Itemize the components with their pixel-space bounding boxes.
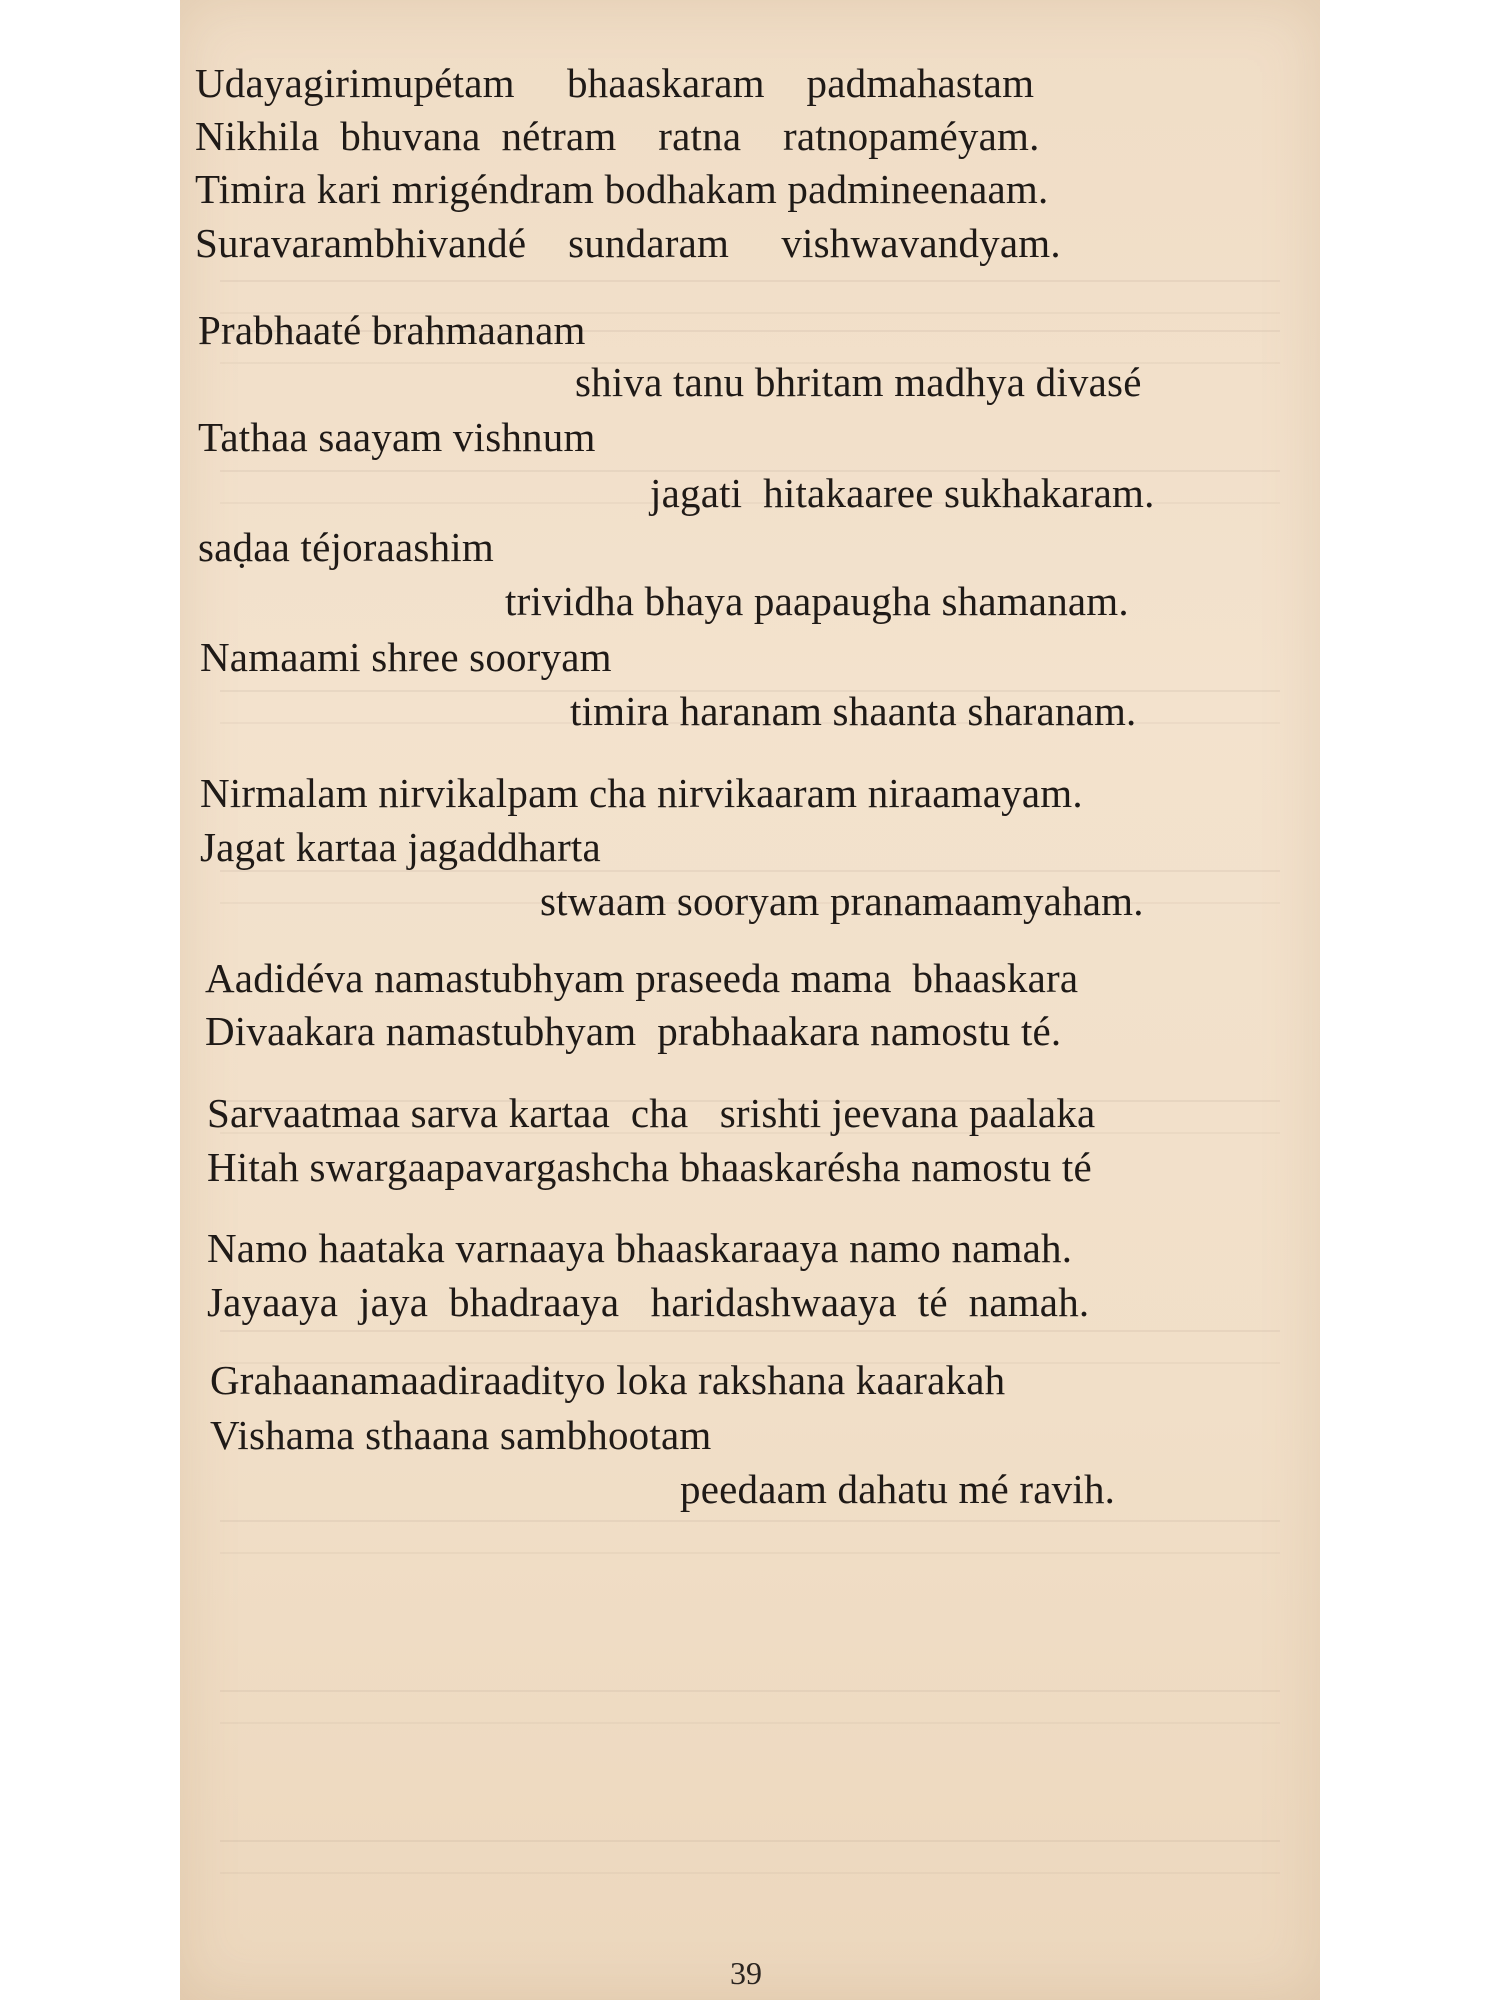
verse-line: timira haranam shaanta sharanam.: [570, 688, 1137, 734]
verse-line: Nirmalam nirvikalpam cha nirvikaaram niraamayam.: [200, 770, 1083, 816]
verse-line: Suravarambhivandé sundaram vishwavandyam.: [195, 220, 1061, 266]
verse-line: stwaam sooryam pranamaamyaham.: [540, 878, 1144, 924]
bleed-through-line: [220, 1840, 1280, 1874]
verse-line: Jagat kartaa jagaddharta: [200, 824, 601, 870]
book-page: [180, 0, 1320, 2000]
verse-line: Timira kari mrigéndram bodhakam padmineenaam.: [195, 166, 1049, 212]
verse-line: Vishama sthaana sambhootam: [210, 1412, 712, 1458]
bleed-through-line: [220, 1690, 1280, 1724]
verse-line: Jayaaya jaya bhadraaya haridashwaaya té namah.: [207, 1279, 1090, 1325]
verse-line: Hitah swargaapavargashcha bhaaskarésha namostu té: [207, 1144, 1092, 1190]
verse-line: Prabhaaté brahmaanam: [198, 307, 586, 353]
verse-line: Namo haataka varnaaya bhaaskaraaya namo namah.: [207, 1225, 1073, 1271]
bleed-through-line: [220, 1520, 1280, 1554]
verse-line: saḍaa téjoraashim: [198, 524, 494, 570]
verse-line: peedaam dahatu mé ravih.: [680, 1466, 1116, 1512]
verse-line: Aadidéva namastubhyam praseeda mama bhaaskara: [205, 955, 1079, 1001]
page-number: 39: [730, 1955, 762, 1991]
verse-line: Divaakara namastubhyam prabhaakara namostu té.: [205, 1008, 1062, 1054]
verse-line: Sarvaatmaa sarva kartaa cha srishti jeevana paalaka: [207, 1090, 1096, 1136]
verse-line: Namaami shree sooryam: [200, 634, 612, 680]
verse-line: jagati hitakaaree sukhakaram.: [650, 470, 1155, 516]
verse-line: Nikhila bhuvana nétram ratna ratnopaméyam.: [195, 113, 1040, 159]
verse-line: Udayagirimupétam bhaaskaram padmahastam: [195, 60, 1035, 106]
verse-line: Grahaanamaadiraadityo loka rakshana kaarakah: [210, 1357, 1006, 1403]
verse-line: Tathaa saayam vishnum: [198, 414, 596, 460]
verse-line: trividha bhaya paapaugha shamanam.: [505, 578, 1129, 624]
verse-line: shiva tanu bhritam madhya divasé: [575, 359, 1142, 405]
